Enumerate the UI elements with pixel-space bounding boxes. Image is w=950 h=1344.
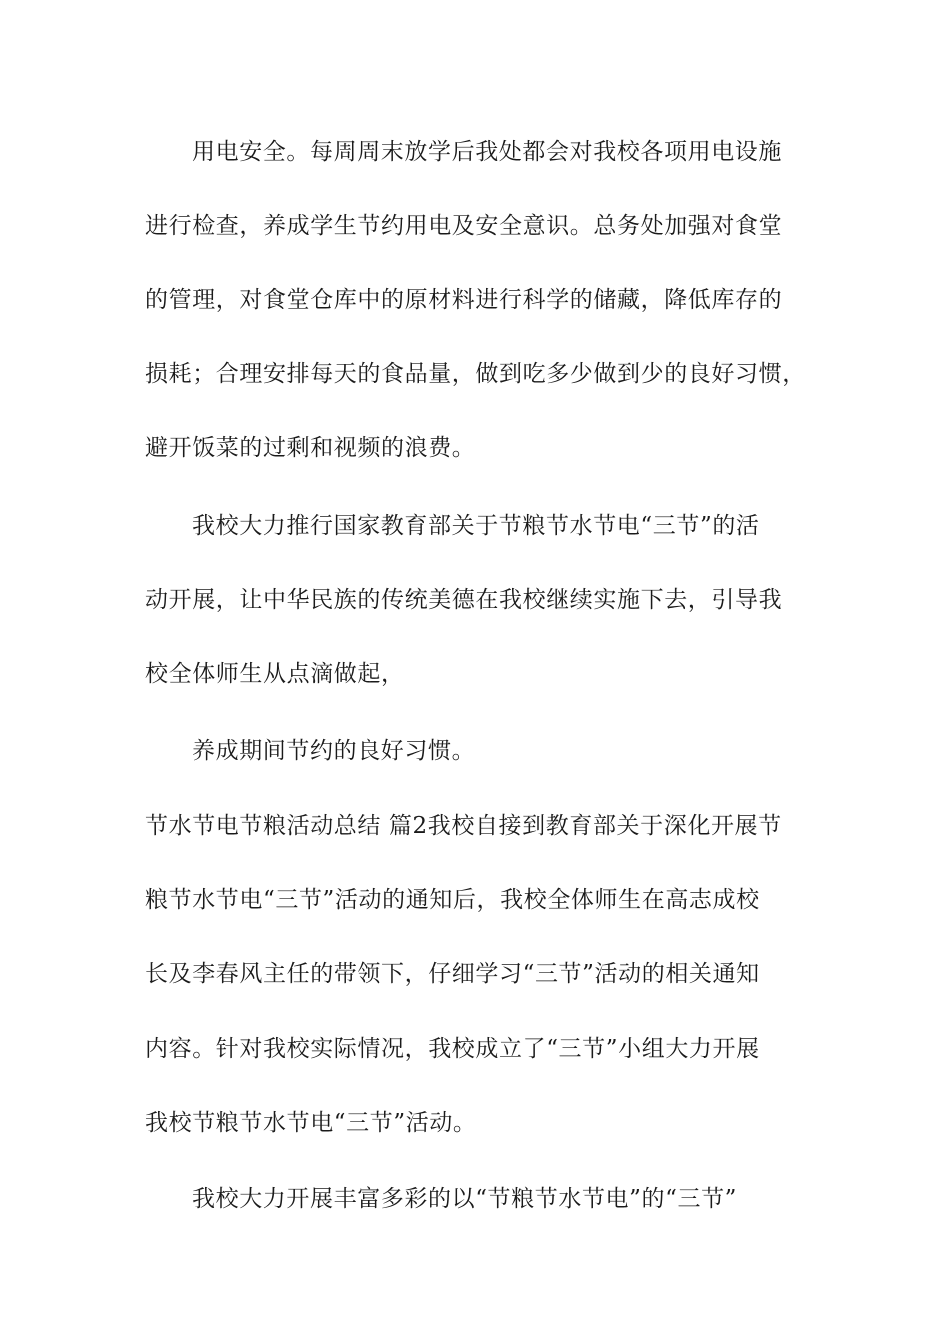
text-line: 内容。针对我校实际情况，我校成立了“三节”小组大力开展 xyxy=(145,1036,760,1062)
text-line: 养成期间节约的良好习惯。 xyxy=(192,738,476,764)
text-line: 长及李春风主任的带领下，仔细学习“三节”活动的相关通知 xyxy=(145,961,760,987)
text-line: 我校大力推行国家教育部关于节粮节水节电“三节”的活 xyxy=(192,513,760,539)
text-line: 我校节粮节水节电“三节”活动。 xyxy=(145,1110,477,1136)
text-line: 粮节水节电“三节”活动的通知后，我校全体师生在高志成校 xyxy=(145,887,760,913)
text-line: 用电安全。每周周末放学后我处都会对我校各项用电设施 xyxy=(192,139,782,165)
text-line: 节水节电节粮活动总结 篇2我校自接到教育部关于深化开展节 xyxy=(145,813,782,839)
text-line: 动开展，让中华民族的传统美德在我校继续实施下去，引导我 xyxy=(145,587,783,613)
text-line: 我校大力开展丰富多彩的以“节粮节水节电”的“三节” xyxy=(192,1186,738,1212)
text-line: 避开饭菜的过剩和视频的浪费。 xyxy=(145,435,476,461)
text-line: 校全体师生从点滴做起， xyxy=(145,661,405,687)
text-line: 进行检查，养成学生节约用电及安全意识。总务处加强对食堂 xyxy=(145,213,783,239)
text-line: 的管理，对食堂仓库中的原材料进行科学的储藏，降低库存的 xyxy=(145,287,783,313)
text-line: 损耗；合理安排每天的食品量，做到吃多少做到少的良好习惯， xyxy=(145,361,806,387)
